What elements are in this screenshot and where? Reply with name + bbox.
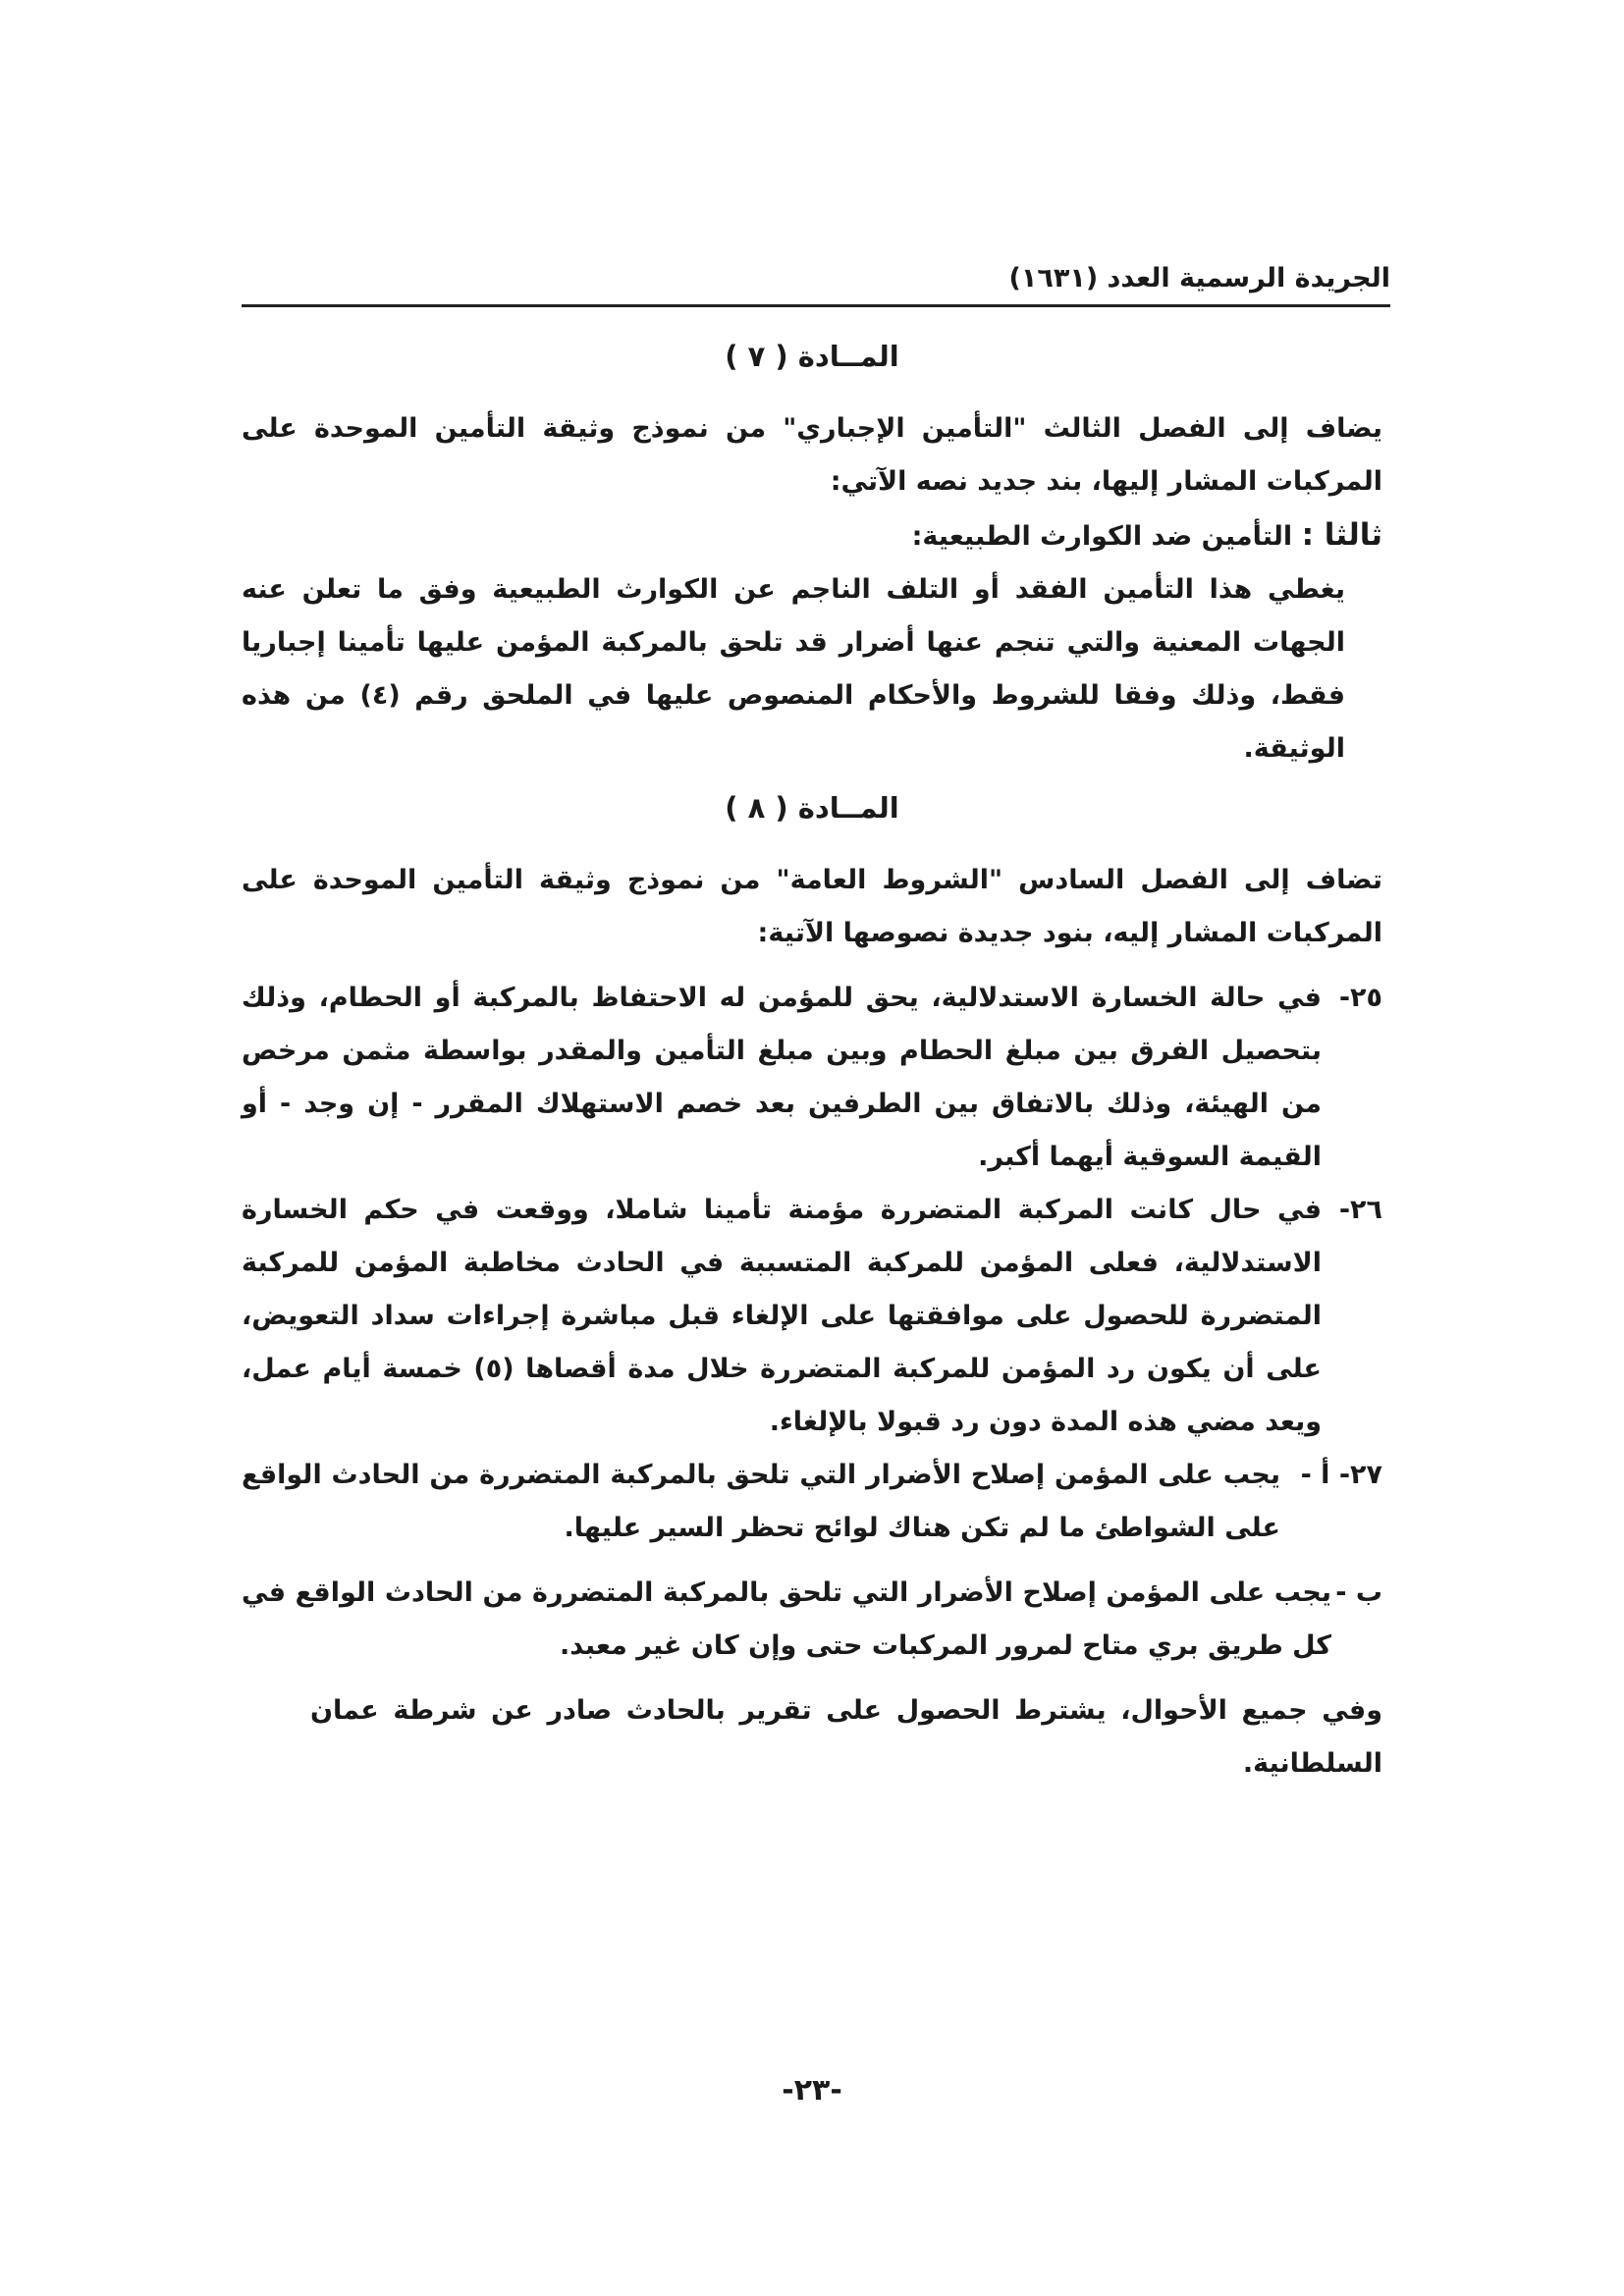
clause-number: ٢٧- أ - <box>1300 1460 1382 1490</box>
clause-text: يجب على المؤمن إصلاح الأضرار التي تلحق بالمركبة المتضررة من الحادث الواقع على الشواطئ ما لم تكن هناك لوائح تحظر السير عليها. <box>242 1460 1280 1543</box>
article-7-intro: يضاف إلى الفصل الثالث "التأمين الإجباري" من نموذج وثيقة التأمين الموحدة على المركبات المشار إليها، بند جديد نصه الآتي: <box>242 413 1382 497</box>
page-content <box>242 324 1382 1790</box>
article-7-title: المــادة ( ٧ ) <box>725 340 899 373</box>
article-7-subheading <box>242 508 1382 563</box>
clause-text: يجب على المؤمن إصلاح الأضرار التي تلحق بالمركبة المتضررة من الحادث الواقع في كل طريق بري متاح لمرور المركبات حتى وإن كان غير معبد. <box>242 1577 1331 1661</box>
clause-26 <box>242 1184 1382 1449</box>
page-header <box>242 257 1390 307</box>
article-7-body: يغطي هذا التأمين الفقد أو التلف الناجم عن الكوارث الطبيعية وفق ما تعلن عنه الجهات المعنية والتي تنجم عنها أضرار قد تلحق بالمركبة المؤمن عليها تأمينا إجباريا فقط، وذلك وفقا للشروط والأحكام المنصوص عليها في الملحق رقم (٤) من هذه الوثيقة. <box>242 574 1345 764</box>
clause-number: ٢٥- <box>1338 983 1382 1013</box>
article-8-closing: وفي جميع الأحوال، يشترط الحصول على تقرير بالحادث صادر عن شرطة عمان السلطانية. <box>310 1695 1382 1779</box>
subheading-label: ثالثا : <box>1301 517 1382 553</box>
page-number: -٢٣- <box>782 2073 842 2108</box>
clause-27b <box>242 1567 1382 1673</box>
clause-27a <box>242 1449 1382 1555</box>
gazette-header-title: الجريدة الرسمية العدد (١٦٣١) <box>1008 263 1390 294</box>
clause-number: ب - <box>1335 1577 1382 1608</box>
subheading-text: التأمين ضد الكوارث الطبيعية: <box>911 521 1293 552</box>
clause-text: في حال كانت المركبة المتضررة مؤمنة تأمينا شاملا، ووقعت في حكم الخسارة الاستدلالية، فعلى المؤمن للمركبة المتسببة في الحادث مخاطبة المؤمن للمركبة المتضررة للحصول على موافقتها على الإلغاء قبل مباشرة إجراءات سداد التعويض، على أن يكون رد المؤمن للمركبة المتضررة خلال مدة أقصاها (٥) خمسة أيام عمل، ويعد مضي هذه المدة دون رد قبولا بالإلغاء. <box>242 1195 1323 1437</box>
clause-text: في حالة الخسارة الاستدلالية، يحق للمؤمن له الاحتفاظ بالمركبة أو الحطام، وذلك بتحصيل الفرق بين مبلغ الحطام وبين مبلغ التأمين والمقدر بواسطة مثمن مرخص من الهيئة، وذلك بالاتفاق بين الطرفين بعد خصم الاستهلاك المقرر - إن وجد - أو القيمة السوقية أيهما أكبر. <box>242 983 1322 1172</box>
clause-number: ٢٦- <box>1338 1195 1382 1225</box>
clause-25 <box>242 972 1382 1184</box>
article-8-title: المــادة ( ٨ ) <box>725 791 899 825</box>
article-8-intro: تضاف إلى الفصل السادس "الشروط العامة" من نموذج وثيقة التأمين الموحدة على المركبات المشار إليه، بنود جديدة نصوصها الآتية: <box>242 865 1382 948</box>
